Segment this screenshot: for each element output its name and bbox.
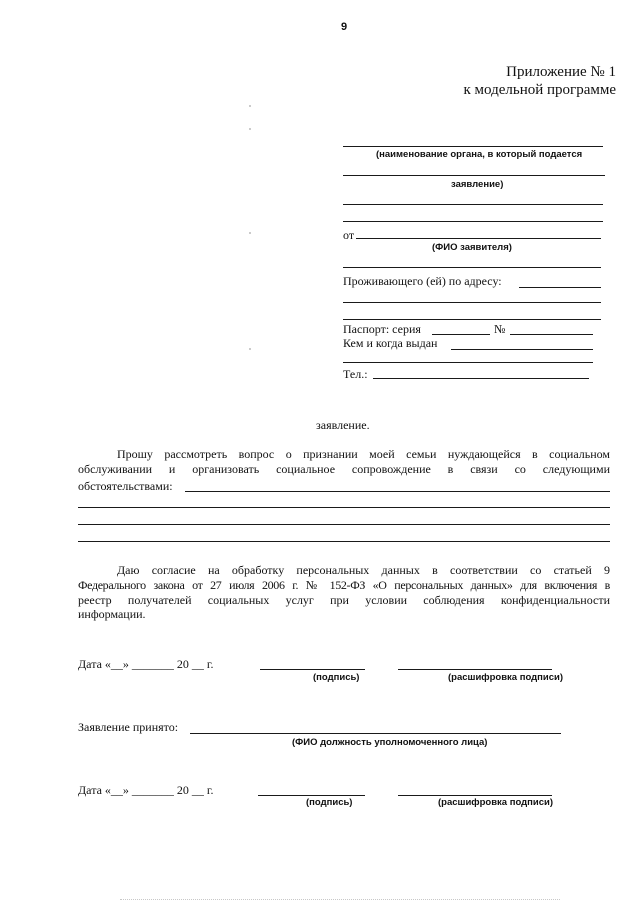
address-line-1[interactable] [519,287,601,288]
organ-name-line-2[interactable] [343,175,605,176]
signature-line-2[interactable] [258,795,365,796]
signature-caption-1: (подпись) [313,672,360,683]
passport-series-line[interactable] [432,334,490,335]
blank-line[interactable] [343,204,603,205]
document-title: заявление. [316,418,370,432]
issued-line-2[interactable] [343,362,593,363]
scan-speck [249,128,251,130]
appendix-subtitle: к модельной программе [463,82,616,98]
date-label-2: Дата «__» _______ 20 __ г. [78,783,214,797]
consent-text-line-1: Даю согласие на обработку персональных данных в соответствии со статьей 9 [117,563,610,577]
circumstances-line-2[interactable] [78,507,610,508]
date-label-1: Дата «__» _______ 20 __ г. [78,657,214,671]
passport-series-label: Паспорт: серия [343,322,421,336]
page-number: 9 [341,21,348,33]
address-line-3[interactable] [343,319,601,320]
request-text-line-3: обстоятельствами: [78,479,173,493]
fio-caption: (ФИО заявителя) [432,242,512,253]
scan-speck [249,105,251,107]
decoding-caption-2: (расшифровка подписи) [438,797,554,808]
phone-line[interactable] [373,378,589,379]
signature-caption-2: (подпись) [306,797,353,808]
blank-line[interactable] [343,221,603,222]
accepted-line[interactable] [190,733,561,734]
issued-line[interactable] [451,349,593,350]
decoding-line-1[interactable] [398,669,552,670]
circumstances-line-1[interactable] [185,491,610,492]
consent-text-line-4: информации. [78,607,146,621]
scan-speck [249,348,251,350]
signature-line-1[interactable] [260,669,365,670]
passport-number-label: № [494,322,506,336]
address-label: Проживающего (ей) по адресу: [343,274,502,288]
consent-text-line-3: реестр получателей социальных услуг при условии соблюдения конфиденциальности [78,593,610,607]
accepted-caption: (ФИО должность уполномоченного лица) [292,737,488,748]
request-text-line-2: обслуживании и организовать социальное сопровождение в связи со следующими [78,462,610,476]
appendix-title: Приложение № 1 [506,64,616,80]
accepted-label: Заявление принято: [78,720,179,734]
organ-caption-1: (наименование органа, в который подается [376,149,583,160]
circumstances-line-3[interactable] [78,524,610,525]
organ-name-line-1[interactable] [343,146,603,147]
circumstances-line-4[interactable] [78,541,610,542]
passport-number-line[interactable] [510,334,593,335]
blank-line[interactable] [343,267,601,268]
request-text-line-1: Прошу рассмотреть вопрос о признании моей семьи нуждающейся в социальном [117,447,610,461]
applicant-fio-line[interactable] [356,238,601,239]
scan-artifact-line [120,899,560,900]
from-label: от [343,228,355,242]
decoding-line-2[interactable] [398,795,552,796]
phone-label: Тел.: [343,367,368,381]
scan-speck [249,232,251,234]
decoding-caption-1: (расшифровка подписи) [448,672,564,683]
organ-caption-2: заявление) [451,179,504,190]
consent-text-line-2: Федерального закона от 27 июля 2006 г. № 152-ФЗ «О персональных данных» для включения в [78,578,610,592]
address-line-2[interactable] [343,302,601,303]
issued-label: Кем и когда выдан [343,336,438,350]
